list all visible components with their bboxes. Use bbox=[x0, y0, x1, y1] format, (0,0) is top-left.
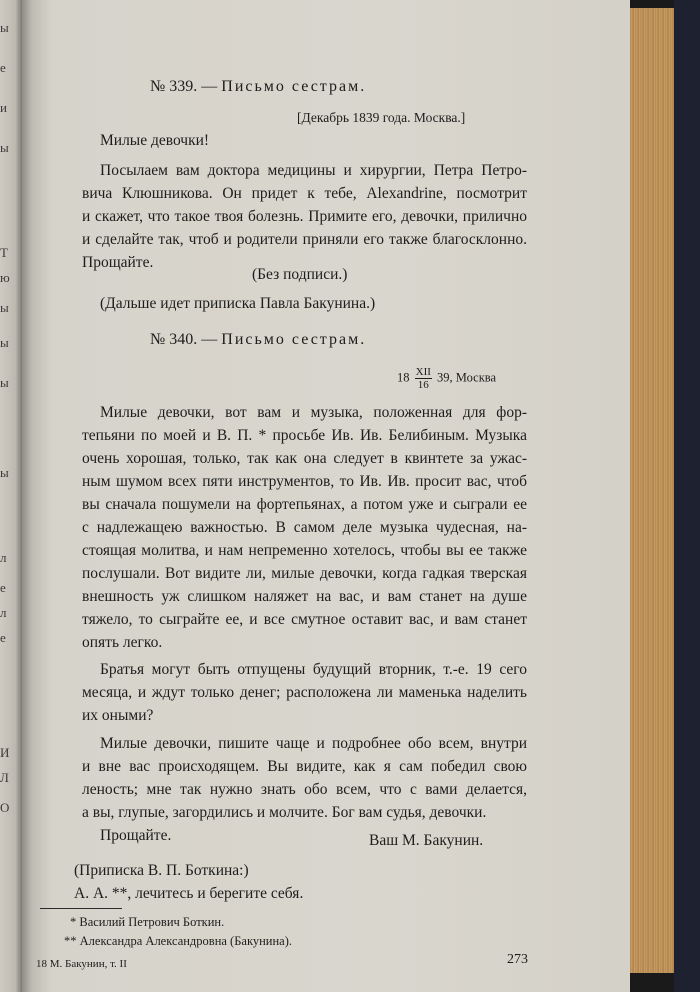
letter-340-line: их оными? bbox=[82, 707, 154, 724]
margin-fragment: О bbox=[0, 800, 10, 815]
letter-339-unsigned: (Без подписи.) bbox=[252, 266, 348, 283]
letter-339-line: вича Клюшникова. Он придет к тебе, Alexandrine, посмотрит bbox=[82, 185, 527, 202]
letter-340-line: Милые девочки, вот вам и музыка, положенная для фор- bbox=[100, 404, 527, 421]
letter-340-line: очень хорошая, только, так как она следует в квинтете за ужас- bbox=[82, 450, 527, 467]
letter-340-line: опять легко. bbox=[82, 634, 163, 651]
letter-339-postscript-note: (Дальше идет приписка Павла Бакунина.) bbox=[100, 295, 376, 312]
margin-fragment: е bbox=[0, 60, 6, 75]
date-old-style-day: 16 bbox=[417, 379, 429, 391]
letter-340-heading bbox=[150, 331, 366, 349]
footnote-rule bbox=[40, 908, 122, 909]
letter-340-line: с надлежащею важностью. В самом деле музыка чудесная, на- bbox=[82, 519, 527, 536]
letter-340-line: тяжело, то сыграйте ее, и все смутное оставит вас, и вам станет bbox=[82, 611, 527, 628]
letter-339-heading bbox=[150, 78, 366, 96]
letter-340-line: Братья могут быть отпущены будущий вторник, т.-е. 19 сего bbox=[100, 661, 527, 678]
margin-fragment: ы bbox=[0, 140, 9, 155]
letter-340-farewell: Прощайте. bbox=[100, 827, 172, 844]
letter-340-line: а вы, глупые, загордились и молчите. Бог вам судья, девочки. bbox=[82, 804, 487, 821]
letter-340-line: леность; мне так нужно знать обо всем, что с вами делается, bbox=[82, 781, 527, 798]
margin-fragment: Л bbox=[0, 770, 9, 785]
letter-339-line: Посылаем вам доктора медицины и хирургии, Петра Петро- bbox=[100, 162, 527, 179]
letter-339-number: № 339. — bbox=[150, 78, 218, 95]
letter-340-postscript-label: (Приписка В. П. Боткина:) bbox=[74, 862, 249, 879]
letter-340-line: тепьяни по моей и В. П. * просьбе Ив. Ив. Белибиным. Музыка bbox=[82, 427, 527, 444]
page-block-edge bbox=[630, 8, 674, 973]
footnote: ** Александра Александровна (Бакунина). bbox=[64, 934, 292, 948]
letter-340-date bbox=[397, 366, 496, 391]
letter-339-line: и сделайте так, чтоб и родители приняли его также благосклонно. bbox=[82, 231, 527, 248]
letter-340-line: месяца, и ждут только денег; расположена ли маменька наделить bbox=[82, 684, 527, 701]
letter-340-number: № 340. — bbox=[150, 331, 218, 348]
margin-fragment: И bbox=[0, 745, 10, 760]
letter-339-line: и скажет, что такое твоя болезнь. Примите его, девочки, прилично bbox=[82, 208, 527, 225]
margin-fragment: е bbox=[0, 580, 6, 595]
letter-339-title: Письмо сестрам. bbox=[221, 78, 367, 95]
letter-340-line: вы сначала пошумели на фортепьянах, а потом уже и сыграли ее bbox=[82, 496, 527, 513]
footnote: * Василий Петрович Боткин. bbox=[70, 915, 225, 929]
letter-340-line: ным шумом всех пяти инструментов, то Ив. Ив. просит вас, чтоб bbox=[82, 473, 527, 490]
margin-fragment: ы bbox=[0, 20, 9, 35]
margin-fragment: л bbox=[0, 605, 7, 620]
letter-340-postscript-text: А. А. **, лечитесь и берегите себя. bbox=[74, 885, 304, 902]
page-number: 273 bbox=[507, 952, 528, 967]
margin-fragment: ы bbox=[0, 335, 9, 350]
printer-signature-mark: 18 М. Бакунин, т. II bbox=[36, 958, 127, 970]
previous-page-edge bbox=[0, 0, 22, 992]
letter-339-date: [Декабрь 1839 года. Москва.] bbox=[297, 110, 466, 125]
date-fraction bbox=[415, 366, 432, 391]
margin-fragment: ы bbox=[0, 375, 9, 390]
margin-fragment: е bbox=[0, 630, 6, 645]
margin-fragment: ю bbox=[0, 270, 10, 285]
margin-fragment: Т bbox=[0, 245, 8, 260]
letter-340-line: послушали. Вот видите ли, милые девочки, когда гадкая тверская bbox=[82, 565, 527, 582]
book-cover-edge bbox=[674, 0, 700, 992]
margin-fragment: ы bbox=[0, 300, 9, 315]
date-month: XII bbox=[415, 366, 431, 378]
letter-339-farewell: Прощайте. bbox=[82, 254, 154, 271]
letter-340-title: Письмо сестрам. bbox=[221, 331, 367, 348]
date-day: 18 bbox=[397, 370, 410, 385]
margin-fragment: л bbox=[0, 550, 7, 565]
margin-fragment: ы bbox=[0, 465, 9, 480]
date-year-city: 39, Москва bbox=[437, 370, 497, 385]
margin-fragment: и bbox=[0, 100, 7, 115]
letter-340-line: внешность уж слишком наляжет на вас, и вам станет на душе bbox=[82, 588, 527, 605]
letter-340-signature: Ваш М. Бакунин. bbox=[369, 832, 484, 849]
letter-340-line: Милые девочки, пишите чаще и подробнее обо всем, внутри bbox=[100, 735, 527, 752]
letter-339-greeting: Милые девочки! bbox=[100, 132, 210, 149]
letter-340-line: и вне вас происходящем. Вы видите, как я сам победил свою bbox=[82, 758, 527, 775]
letter-340-line: стоящая молитва, и нам непременно хотелось, чтобы вы ее также bbox=[82, 542, 527, 559]
